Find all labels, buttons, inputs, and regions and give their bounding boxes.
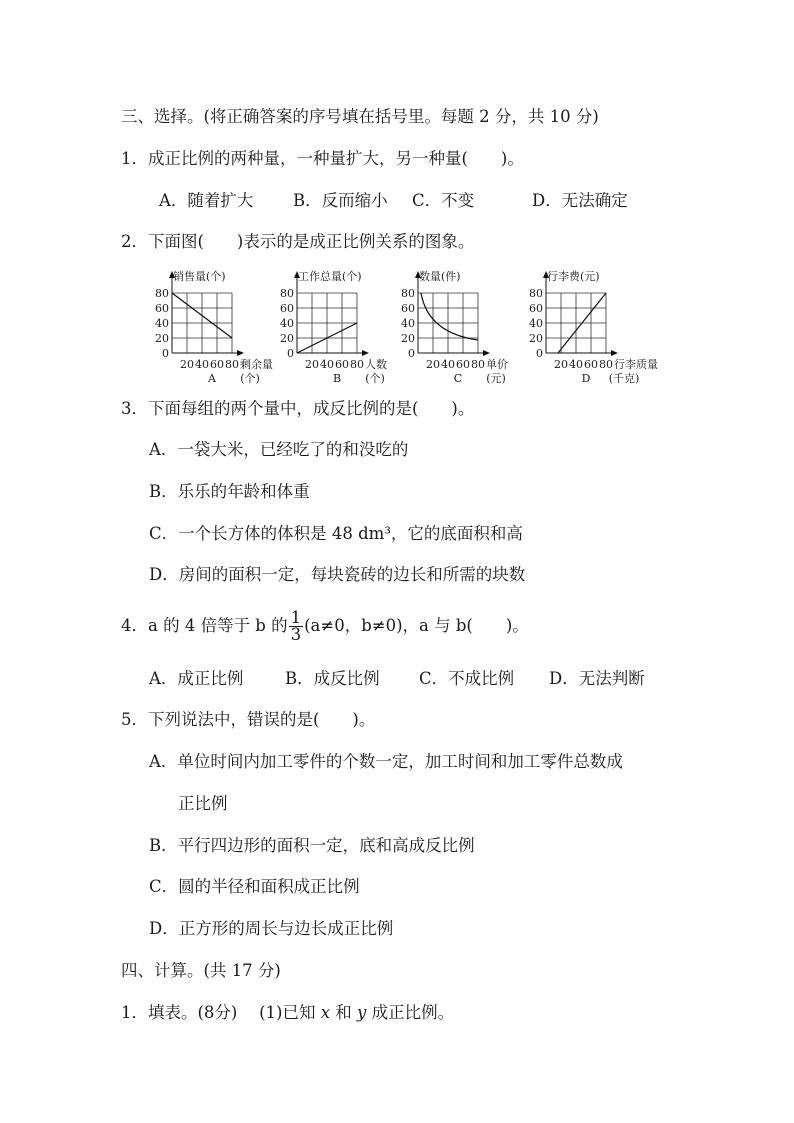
graph-d-letter: D bbox=[581, 372, 591, 385]
graph-d-y-label: 行李费(元) bbox=[547, 270, 600, 283]
x-tick-label: 20 bbox=[305, 358, 319, 371]
y-tick-label: 0 bbox=[408, 347, 415, 360]
s4-q1-end: 成正比例。 bbox=[366, 1003, 455, 1022]
graph-a-x-unit: (个) bbox=[240, 372, 260, 385]
y-tick-label: 40 bbox=[529, 317, 543, 330]
q3-option-a: A．一袋大米，已经吃了的和没吃的 bbox=[149, 440, 409, 459]
graph-c-x-label: 单价 bbox=[486, 358, 508, 371]
q1-option-a: A．随着扩大 bbox=[159, 191, 254, 210]
q3-option-b: B．乐乐的年龄和体重 bbox=[149, 482, 310, 501]
question-3-stem: 3．下面每组的两个量中，成反比例的是( )。 bbox=[121, 399, 475, 418]
x-tick-label: 80 bbox=[350, 358, 364, 371]
graph-d-x-unit: (千克) bbox=[608, 372, 640, 385]
graph-c-letter: C bbox=[453, 372, 463, 385]
x-tick-label: 60 bbox=[584, 358, 598, 371]
y-tick-label: 40 bbox=[155, 317, 169, 330]
y-tick-label: 0 bbox=[536, 347, 543, 360]
fraction-denominator: 3 bbox=[290, 625, 302, 644]
y-tick-label: 60 bbox=[401, 302, 415, 315]
y-tick-label: 0 bbox=[287, 347, 294, 360]
x-tick-label: 40 bbox=[195, 358, 209, 371]
q4-option-d: D．无法判断 bbox=[549, 669, 645, 688]
graph-b-x-label: 人数 bbox=[365, 358, 387, 371]
y-tick-label: 60 bbox=[529, 302, 543, 315]
question-4-stem bbox=[121, 610, 529, 643]
x-tick-label: 80 bbox=[225, 358, 239, 371]
fraction-numerator: 1 bbox=[290, 608, 302, 627]
graph-d-x-label: 行李质量 bbox=[614, 358, 658, 371]
section-4-title: 四、计算。(共 17 分) bbox=[121, 961, 281, 980]
x-tick-label: 40 bbox=[320, 358, 334, 371]
x-tick-label: 80 bbox=[471, 358, 485, 371]
graph-a-letter: A bbox=[208, 372, 216, 385]
x-tick-label: 40 bbox=[569, 358, 583, 371]
q3-option-d: D．房间的面积一定，每块瓷砖的边长和所需的块数 bbox=[149, 565, 526, 584]
x-tick-label: 40 bbox=[441, 358, 455, 371]
section-3-title: 三、选择。(将正确答案的序号填在括号里。每题 2 分，共 10 分) bbox=[121, 107, 599, 126]
q1-option-d: D．无法确定 bbox=[532, 191, 628, 210]
q5-option-c: C．圆的半径和面积成正比例 bbox=[149, 877, 360, 896]
q5-option-a-line2: 正比例 bbox=[178, 794, 228, 813]
graph-c-x-unit: (元) bbox=[486, 372, 506, 385]
graph-a-x-label: 剩余量 bbox=[240, 358, 273, 371]
y-tick-label: 80 bbox=[155, 287, 169, 300]
q1-option-c: C．不变 bbox=[412, 191, 475, 210]
q4-stem-start: 4．a 的 4 倍等于 b 的 bbox=[121, 616, 288, 635]
question-1-stem: 1．成正比例的两种量，一种量扩大，另一种量( )。 bbox=[121, 149, 524, 168]
y-tick-label: 80 bbox=[401, 287, 415, 300]
q3-option-c: C．一个长方体的体积是 48 dm³，它的底面积和高 bbox=[149, 524, 523, 543]
x-tick-label: 60 bbox=[456, 358, 470, 371]
x-tick-label: 20 bbox=[426, 358, 440, 371]
y-tick-label: 80 bbox=[280, 287, 294, 300]
x-tick-label: 80 bbox=[599, 358, 613, 371]
graph-c-line bbox=[421, 293, 478, 340]
graph-b-letter: B bbox=[332, 372, 342, 385]
q5-option-d: D．正方形的周长与边长成正比例 bbox=[149, 919, 394, 938]
graph-a-y-label: 销售量(个) bbox=[173, 270, 226, 283]
graph-b-x-unit: (个) bbox=[365, 372, 385, 385]
section-4-q1 bbox=[121, 1003, 454, 1023]
y-tick-label: 20 bbox=[529, 332, 543, 345]
y-tick-label: 20 bbox=[401, 332, 415, 345]
q4-option-c: C．不成比例 bbox=[419, 669, 515, 688]
y-tick-label: 60 bbox=[280, 302, 294, 315]
y-tick-label: 20 bbox=[155, 332, 169, 345]
question-2-stem: 2．下面图( )表示的是成正比例关系的图象。 bbox=[121, 232, 475, 251]
y-tick-label: 40 bbox=[401, 317, 415, 330]
graph-c-y-label: 数量(件) bbox=[419, 270, 461, 283]
q4-option-b: B．成反比例 bbox=[285, 669, 380, 688]
s4-q1-start: 1．填表。(8分) (1)已知 bbox=[121, 1003, 321, 1022]
variable-x: x bbox=[320, 1003, 331, 1022]
q1-option-b: B．反而缩小 bbox=[293, 191, 388, 210]
y-tick-label: 60 bbox=[155, 302, 169, 315]
y-tick-label: 40 bbox=[280, 317, 294, 330]
q4-stem-end: (a≠0，b≠0)，a 与 b( )。 bbox=[304, 616, 529, 635]
graph-b bbox=[294, 271, 369, 356]
one-third-fraction bbox=[289, 610, 304, 643]
y-tick-label: 0 bbox=[162, 347, 169, 360]
variable-y: y bbox=[357, 1003, 367, 1022]
q5-option-b: B．平行四边形的面积一定，底和高成反比例 bbox=[149, 836, 475, 855]
y-tick-label: 80 bbox=[529, 287, 543, 300]
graph-a bbox=[169, 271, 244, 356]
q4-option-a: A．成正比例 bbox=[149, 669, 244, 688]
q5-option-a-line1: A．单位时间内加工零件的个数一定，加工时间和加工零件总数成 bbox=[149, 752, 623, 771]
x-tick-label: 20 bbox=[180, 358, 194, 371]
x-tick-label: 20 bbox=[554, 358, 568, 371]
question-5-stem: 5．下列说法中，错误的是( )。 bbox=[121, 710, 376, 729]
graph-d bbox=[543, 271, 618, 356]
s4-q1-mid: 和 bbox=[330, 1003, 358, 1022]
graph-c bbox=[415, 271, 490, 356]
x-tick-label: 60 bbox=[335, 358, 349, 371]
y-tick-label: 20 bbox=[280, 332, 294, 345]
x-tick-label: 60 bbox=[210, 358, 224, 371]
graph-b-y-label: 工作总量(个) bbox=[298, 270, 362, 283]
q2-graphs bbox=[0, 260, 794, 386]
